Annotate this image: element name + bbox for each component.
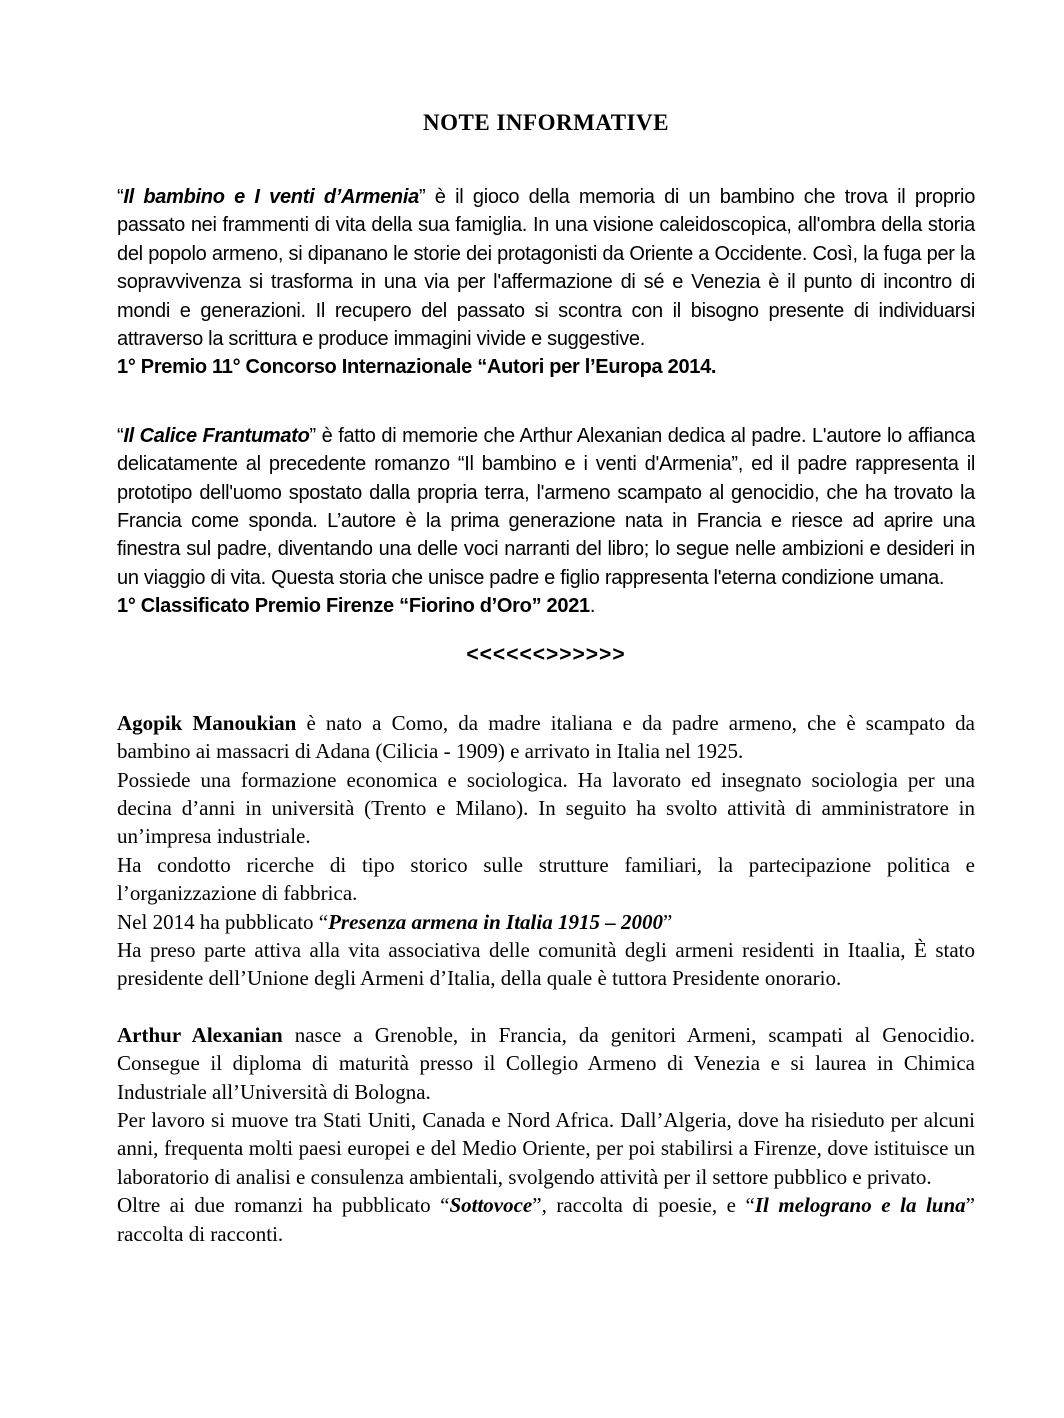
bio-paragraph: Ha condotto ricerche di tipo storico sulle strutture familiari, la partecipazione politica e l’organizzazione di fabbrica. bbox=[117, 852, 975, 906]
bio-paragraph: Nel 2014 ha pubblicato “Presenza armena in Italia 1915 – 2000” bbox=[117, 909, 673, 934]
section-separator: <<<<<<>>>>>> bbox=[466, 642, 626, 666]
bio-paragraph: Arthur Alexanian nasce a Grenoble, in Francia, da genitori Armeni, scampati al Genocidio. Consegue il diploma di maturità presso il Collegio Armeno di Venezia e si laurea in Chimica Industriale all’Università di Bologna. bbox=[117, 1022, 975, 1104]
bio-agopik-manoukian bbox=[117, 709, 975, 993]
bio-paragraph: Possiede una formazione economica e sociologica. Ha lavorato ed insegnato sociologia per una decina d’anni in università (Trento e Milano). In seguito ha svolto attività di amministratore in un’impresa industriale. bbox=[117, 767, 975, 849]
book-note-calice-text: “Il Calice Frantumato” è fatto di memorie che Arthur Alexanian dedica al padre. L'autore lo affianca delicatamente al precedente romanzo “Il bambino e i venti d'Armenia”, ed il padre rappresenta il prototipo dell'uomo spostato dalla propria terra, l'armeno scampato al genocidio, che ha trovato la Francia come sponda. L’autore è la prima generazione nata in Francia e riesce ad aprire una finestra sul padre, diventando una delle voci narranti del libro; lo segue nelle ambizioni e desideri in un viaggio di vita. Questa storia che unisce padre e figlio rappresenta l'eterna condizione umana. bbox=[117, 424, 975, 589]
bio-arthur-alexanian bbox=[117, 1021, 975, 1248]
bio-paragraph: Ha preso parte attiva alla vita associativa delle comunità degli armeni residenti in Itaalia, È stato presidente dell’Unione degli Armeni d’Italia, della quale è tuttora Presidente onorario. bbox=[117, 937, 975, 991]
book-note-calice bbox=[117, 422, 975, 621]
book-note-bambino bbox=[117, 183, 975, 382]
book-note-bambino-award: 1° Premio 11° Concorso Internazionale “Autori per l’Europa 2014. bbox=[117, 356, 717, 379]
page-title: NOTE INFORMATIVE bbox=[423, 110, 669, 135]
bio-paragraph: Agopik Manoukian è nato a Como, da madre italiana e da padre armeno, che è scampato da bambino ai massacri di Adana (Cilicia - 1909) e arrivato in Italia nel 1925. bbox=[117, 710, 976, 764]
book-note-calice-award: 1° Classificato Premio Firenze “Fiorino d’Oro” 2021. bbox=[117, 595, 596, 618]
bio-paragraph: Per lavoro si muove tra Stati Uniti, Canada e Nord Africa. Dall’Algeria, dove ha risieduto per alcuni anni, frequenta molti paesi europei e del Medio Oriente, per poi stabilirsi a Firenze, dove istituisce un laboratorio di analisi e consulenza ambientali, svolgendo attività per il settore pubblico e privato. bbox=[117, 1107, 975, 1189]
bio-paragraph: Oltre ai due romanzi ha pubblicato “Sottovoce”, raccolta di poesie, e “Il melograno e la luna” raccolta di racconti. bbox=[117, 1193, 975, 1246]
book-note-bambino-text: “Il bambino e I venti d’Armenia” è il gioco della memoria di un bambino che trova il proprio passato nei frammenti di vita della sua famiglia. In una visione caleidoscopica, all'ombra della storia del popolo armeno, si dipanano le storie dei protagonisti da Oriente a Occidente. Così, la fuga per la sopravvivenza si trasforma in una via per l'affermazione di sé e Venezia è il punto di incontro di mondi e generazioni. Il recupero del passato si scontra con il bisogno presente di individuarsi attraverso la scrittura e produce immagini vivide e suggestive. bbox=[117, 186, 976, 351]
